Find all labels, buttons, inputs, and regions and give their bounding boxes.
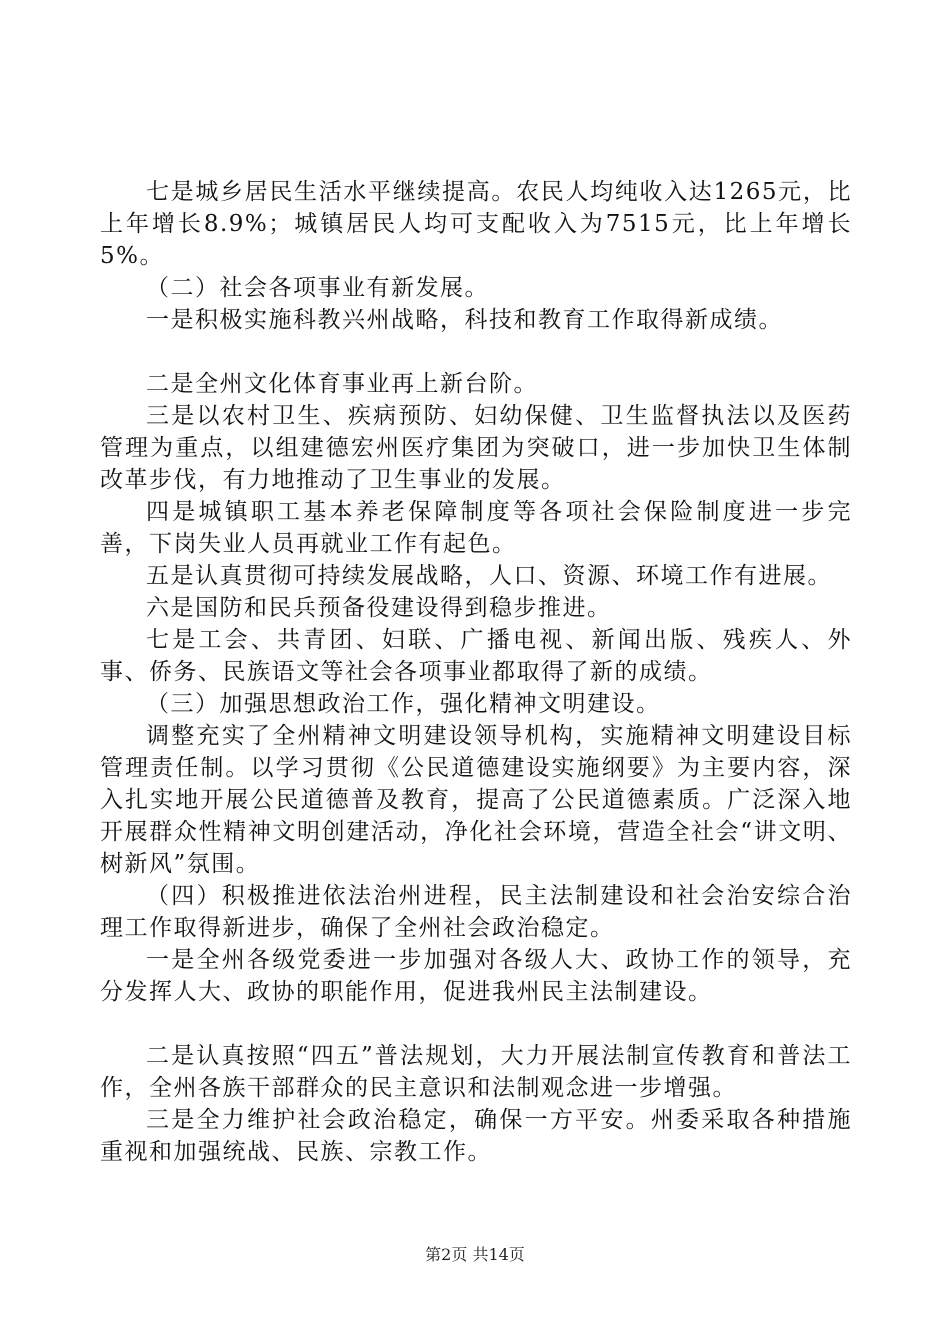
paragraph-culture-sports: 二是全州文化体育事业再上新台阶。 xyxy=(146,371,538,397)
paragraph-stability: 三是全力维护社会政治稳定，确保一方平安。州委采取各种措施重视和加强统战、民族、宗教工作。 xyxy=(100,1107,852,1165)
body-text xyxy=(100,176,852,1168)
section-heading-4: （四）积极推进依法治州进程，民主法制建设和社会治安综合治理工作取得新进步，确保了全州社会政治稳定。 xyxy=(100,883,852,941)
paragraph-national-defense: 六是国防和民兵预备役建设得到稳步推进。 xyxy=(146,595,612,621)
paragraph-science-education: 一是积极实施科教兴州战略，科技和教育工作取得新成绩。 xyxy=(146,307,783,333)
paragraph-sustainable-development: 五是认真贯彻可持续发展战略，人口、资源、环境工作有进展。 xyxy=(146,563,832,589)
paragraph-social-security: 四是城镇职工基本养老保障制度等各项社会保险制度进一步完善，下岗失业人员再就业工作有起色。 xyxy=(100,499,852,557)
paragraph-health: 三是以农村卫生、疾病预防、妇幼保健、卫生监督执法以及医药管理为重点，以组建德宏州医疗集团为突破口，进一步加快卫生体制改革步伐，有力地推动了卫生事业的发展。 xyxy=(100,403,852,493)
section-heading-3: （三）加强思想政治工作，强化精神文明建设。 xyxy=(146,691,661,717)
section-heading-2: （二）社会各项事业有新发展。 xyxy=(146,275,489,301)
page-number-footer: 第2页 共14页 xyxy=(425,1245,525,1264)
paragraph-democracy-legal: 一是全州各级党委进一步加强对各级人大、政协工作的领导，充分发挥人大、政协的职能作用，促进我州民主法制建设。 xyxy=(100,947,852,1005)
paragraph-legal-education: 二是认真按照“四五”普法规划，大力开展法制宣传教育和普法工作，全州各族干部群众的民主意识和法制观念进一步增强。 xyxy=(100,1043,852,1101)
paragraph-social-undertakings: 七是工会、共青团、妇联、广播电视、新闻出版、残疾人、外事、侨务、民族语文等社会各项事业都取得了新的成绩。 xyxy=(100,627,852,685)
paragraph-spiritual-civilization: 调整充实了全州精神文明建设领导机构，实施精神文明建设目标管理责任制。以学习贯彻《公民道德建设实施纲要》为主要内容，深入扎实地开展公民道德普及教育，提高了公民道德素质。广泛深入地开展群众性精神文明创建活动，净化社会环境，营造全社会“讲文明、树新风”氛围。 xyxy=(100,723,852,877)
paragraph-income: 七是城乡居民生活水平继续提高。农民人均纯收入达1265元，比上年增长8.9%；城镇居民人均可支配收入为7515元，比上年增长5%。 xyxy=(100,179,852,269)
